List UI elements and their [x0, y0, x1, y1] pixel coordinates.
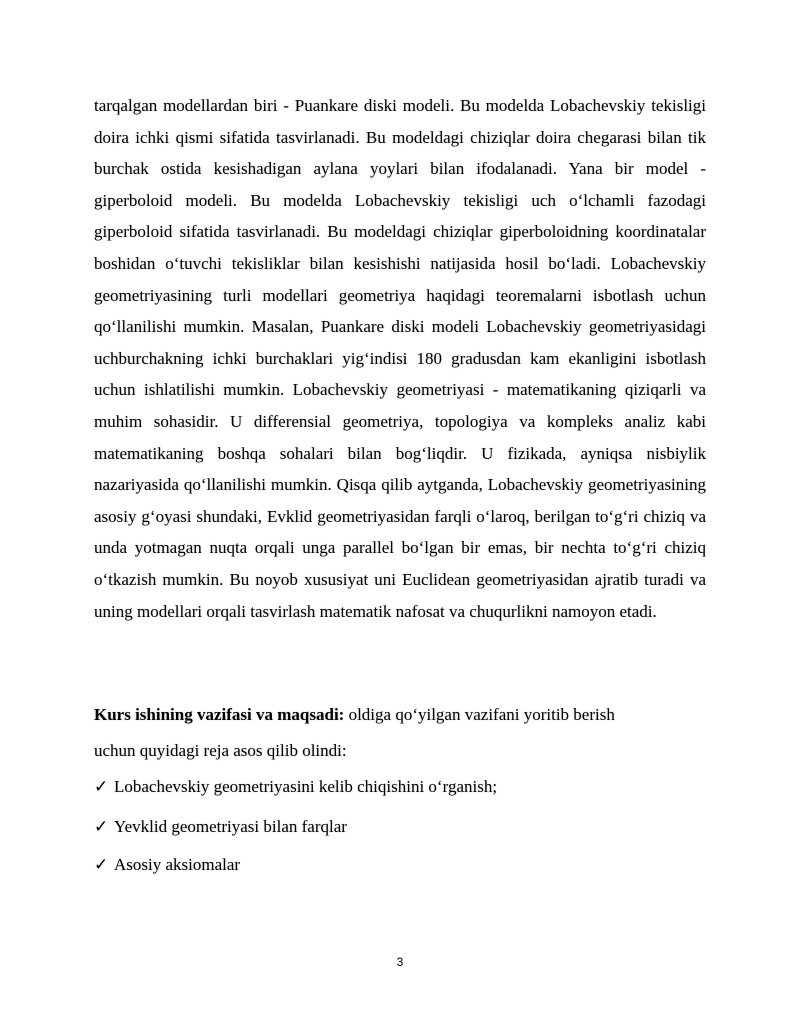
list-item-text: Lobachevskiy geometriyasini kelib chiqishini o‘rganish;: [114, 777, 498, 796]
checkmark-icon: ✓: [94, 777, 109, 796]
body-paragraph: tarqalgan modellardan biri - Puankare diski modeli. Bu modelda Lobachevskiy tekisligi doira ichki qismi sifatida tasvirlanadi. Bu modeldagi chiziqlar doira chegarasi bilan tik burchak ostida kesishadigan aylana yoylari bilan ifodalanadi. Yana bir model - giperboloid modeli. Bu modelda Lobachevskiy tekisligi uch o‘lchamli fazodagi giperboloid sifatida tasvirlanadi. Bu modeldagi chiziqlar giperboloidning koordinatalar boshidan o‘tuvchi tekisliklar bilan kesishishi natijasida hosil bo‘ladi. Lobachevskiy geometriyasining turli modellari geometriya haqidagi teoremalarni isbotlash uchun qo‘llanilishi mumkin. Masalan, Puankare diski modeli Lobachevskiy geometriyasidagi uchburchakning ichki burchaklari yig‘indisi 180 gradusdan kam ekanligini isbotlash uchun ishlatilishi mumkin. Lobachevskiy geometriyasi - matematikaning qiziqarli va muhim sohasidir. U differensial geometriya, topologiya va kompleks analiz kabi matematikaning boshqa sohalari bilan bog‘liqdir. U fizikada, ayniqsa nisbiylik nazariyasida qo‘llanilishi mumkin. Qisqa qilib aytganda, Lobachevskiy geometriyasining asosiy g‘oyasi shundaki, Evklid geometriyasidan farqli o‘laroq, berilgan to‘g‘ri chiziq va unda yotmagan nuqta orqali unga parallel bo‘lgan bir emas, bir nechta to‘g‘ri chiziq o‘tkazish mumkin. Bu noyob xususiyat uni Euclidean geometriyasidan ajratib turadi va uning modellari orqali tasvirlash matematik nafosat va chuqurlikni namoyon etadi.: [94, 96, 706, 621]
section-intro-line-2: uchun quyidagi reja asos qilib olindi:: [94, 741, 347, 760]
checkmark-icon: ✓: [94, 817, 109, 836]
list-item: [94, 817, 347, 837]
list-item-text: Yevklid geometriyasi bilan farqlar: [114, 817, 347, 836]
list-item: [94, 777, 497, 797]
list-item: [94, 855, 240, 875]
section-heading: Kurs ishining vazifasi va maqsadi:: [94, 705, 345, 724]
section-intro-text: oldiga qo‘yilgan vazifani yoritib berish: [344, 705, 615, 724]
section-intro-line-1: [94, 705, 615, 725]
page-number: 3: [396, 955, 404, 969]
checkmark-icon: ✓: [94, 855, 109, 874]
list-item-text: Asosiy aksiomalar: [114, 855, 241, 874]
